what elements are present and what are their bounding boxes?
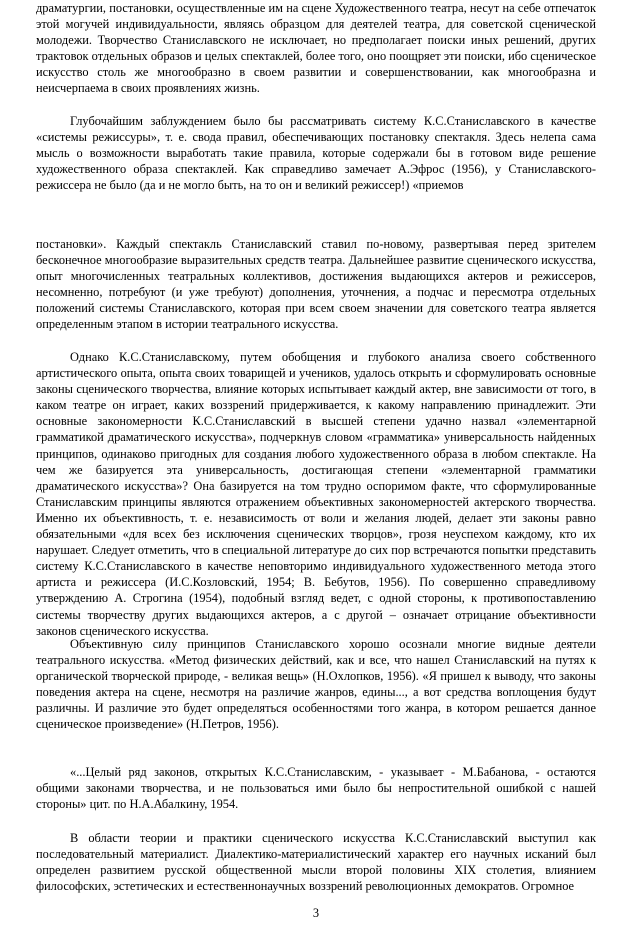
paragraph-4: Однако К.С.Станиславскому, путем обобщения и глубокого анализа своего собственного артистического опыта, опыта своих товарищей и учеников, удалось открыть и сформулировать основные законы сценического творчества, влияние которых испытывает каждый актер, вне зависимости от того, в каком театре он играет, каких воззрений придерживается, к какому направлению принадлежит. Эти основные закономерности К.С.Станиславский в высшей степени удачно назвал «элементарной грамматикой драматического искусства», подчеркнув словом «грамматика» универсальность найденных принципов, одинаково пригодных для создания любого художественного образа в любом спектакле. На чем же базируется эта универсальность, достигающая степени «элементарной грамматики драматического искусства»? Она базируется на том трудно оспоримом факте, что сформулированные Станиславским принципы являются отражением объективных закономерностей актерского творчества. Именно их объективность, т. е. независимость от воли и желания людей, делает эти законы равно обязательными «для всех без исключения сценических творцов», грозя неуспехом каждому, кто их нарушает. Следует отметить, что в специальной литературе до сих пор встречаются попытки представить систему К.С.Станиславского в качестве неповторимо индивидуального художественного метода этого артиста и режиссера (И.С.Козловский, 1954; В. Бебутов, 1956). По совершенно справедливому утверждению А. Строгина (1954), подобный взгляд ведет, с одной стороны, к противопоставлению системы творчеству других выдающихся актеров, а с другой – означает отрицание объективности законов сценического искусства. xyxy=(36,350,596,638)
paragraph-1: драматургии, постановки, осуществленные им на сцене Художественного театра, несут на себе отпечаток этой могучей индивидуальности, являясь образцом для деятелей театра, для советской сценической молодежи. Творчество Станиславского не исключает, но предполагает поиски иных решений, других трактовок отдельных образов и целых спектаклей, более того, оно поощряет эти поиски, ибо сценическое искусство столь же многообразно в своем развитии и совершенствовании, как многообразна и неисчерпаема в своих проявлениях жизнь. xyxy=(36,1,596,96)
paragraph-6: «...Целый ряд законов, открытых К.С.Станиславским, - указывает - М.Бабанова, - остаются общими законами творчества, и не пользоваться ими было бы непростительной ошибкой с нашей стороны» цит. по Н.А.Абалкину, 1954. xyxy=(36,765,596,812)
paragraph-2: Глубочайшим заблуждением было бы рассматривать систему К.С.Станиславского в качестве «системы режиссуры», т. е. свода правил, обеспечивающих постановку спектакля. Здесь нелепа сама мысль о возможности выработать такие правила, которые содержали бы в готовом виде решение художественного образа спектаклей. Как справедливо замечает А.Эфрос (1956), у Станиславского-режиссера не было (да и не могло быть, на то он и великий режиссер!) «приемов xyxy=(36,114,596,193)
document-page xyxy=(36,0,596,931)
paragraph-3: постановки». Каждый спектакль Станиславский ставил по-новому, развертывая перед зрителем бесконечное многообразие выразительных средств театра. Дальнейшее развитие сценического искусства, опыт многочисленных театральных коллективов, достижения выдающихся актеров и режиссеров, несомненно, потребуют (и уже требуют) дополнения, уточнения, а подчас и пересмотра отдельных положений системы Станиславского, которая при всем своем значении для советского театра является определенным этапом в истории театрального искусства. xyxy=(36,237,596,332)
page-number: 3 xyxy=(312,906,320,920)
paragraph-5: Объективную силу принципов Станиславского хорошо осознали многие видные деятели театрального искусства. «Метод физических действий, как и все, что нашел Станиславский на путях к органической творческой природе, - великая вещь» (Н.Охлопков, 1956). «Я пришел к выводу, что законы поведения актера на сцене, несмотря на различие жанров, едины..., а вот средства воплощения будут различны. И различие это будет определяться особенностями того жанра, в котором решается данное сценическое произведение» (Н.Петров, 1956). xyxy=(36,637,596,732)
paragraph-7: В области теории и практики сценического искусства К.С.Станиславский выступил как последовательный материалист. Диалектико-материалистический характер его научных исканий был определен развитием русской общественной мысли второй половины XIX столетия, влиянием философских, эстетических и естественнонаучных воззрений революционных демократов. Огромное xyxy=(36,831,596,894)
